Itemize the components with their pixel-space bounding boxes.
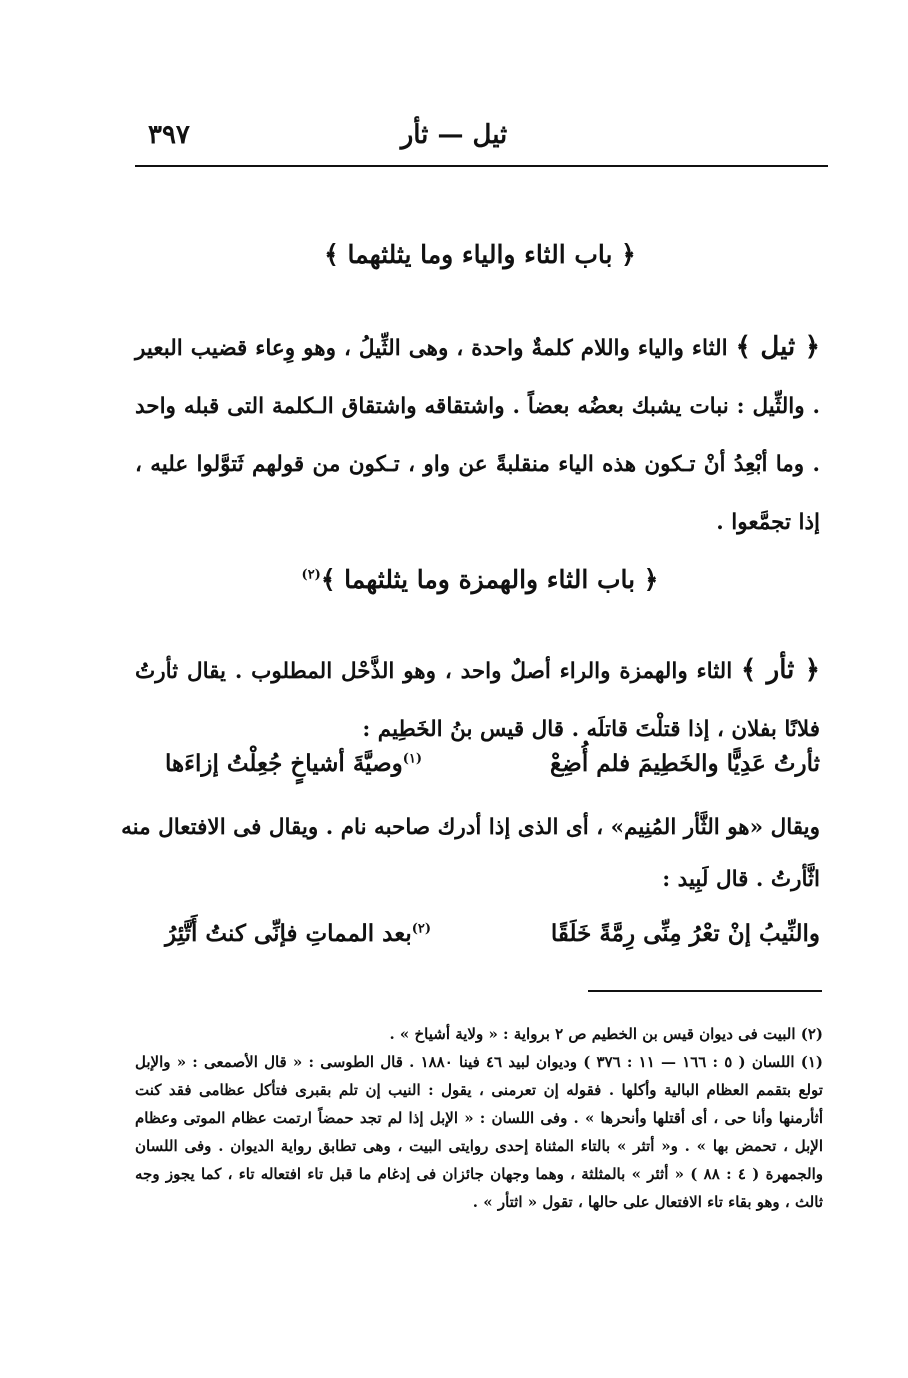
section-title-text: ﴿ باب الثاء والياء وما يثلثهما ﴾ <box>324 240 636 269</box>
running-title: ثيل — ثأر <box>400 120 508 150</box>
lemma-thayl: ﴿ ثيل ﴾ <box>735 332 820 362</box>
entry-thaar <box>135 641 820 759</box>
verse-hemistich-first: والنِّيبُ إنْ تعْرُ مِنِّى رِمَّةً خَلَقًا <box>550 920 820 947</box>
verse-hemistich-second <box>165 750 422 777</box>
footnote: (٢) البيت فى ديوان قيس بن الخطيم ص ٢ برواية : « ولاية أشياخ » . <box>389 1025 823 1043</box>
verse-labid <box>135 920 820 960</box>
footnote: (١) اللسان ( ٥ : ١٦٦ — ١١ : ٣٧٦ ) وديوان لبيد ٤٦ فينا ١٨٨٠ . قال الطوسى : « قال الأصمعى : « والإبل تولع بتقمم العظام البالية وأكلها . فقوله إن تعرمنى ، يقول : النيب إن تلم بقبرى فتأكل عظامى فقد كنت أثأرمنها وأنا حى ، أى أقتلها وأنحرها » . وفى اللسان : « الإبل إذا لم تجد حمضاً ارتمت عظام الموتى وعظام الإبل ، تحمض بها » . و« أتثر » بالتاء المثناة إحدى روايتى البيت ، وهى تطابق رواية الديوان . وفى اللسان والجمهرة ( ٤ : ٨٨ ) « أثئر » بالمثلثة ، وهما وجهان جائزان فى إدغام ما قبل تاء افتعاله تاء ، كما يجوز وجه ثالث ، وهو بقاء تاء الافتعال على حالها ، تقول « اثتأر » . <box>135 1053 823 1211</box>
text-line: ويقال «هو الثَّأر المُنِيم» ، أى الذى إذا أدرك صاحبه نام . ويقال فى الافتعال منه <box>121 815 820 840</box>
verse-hemistich-second-text: بعد المماتِ فإنِّى كنتُ أَتَّئِرُ <box>165 920 412 947</box>
page-number: ٣٩٧ <box>148 120 190 150</box>
lemma-thaar: ﴿ ثأر ﴾ <box>741 655 820 685</box>
footnote-ref: (١) <box>402 751 423 767</box>
section-title-thayl <box>140 240 820 269</box>
verse-hemistich-first: ثأرتُ عَدِيًّا والخَطِيمَ فلم أُضِعْ <box>550 750 820 777</box>
entry-thaar-text: الثاء والهمزة والراء أصلٌ واحد ، وهو الذَّحْل المطلوب . يقال ثأرتُ فلانًا بفلان ، إذا قتلْتَ قاتلَه . قال قيس بنُ الخَطِيم : <box>135 659 820 742</box>
verse-hemistich-second <box>165 920 431 947</box>
entry-thayl <box>135 318 820 552</box>
text-line: اثَّأرتُ . قال لَبِيد : <box>662 867 820 892</box>
footnote-ref: (٢) <box>301 567 321 583</box>
footnote-rule <box>588 990 822 992</box>
footnote-ref: (٢) <box>411 921 432 937</box>
verse-hemistich-second-text: وصيَّةَ أشياخٍ جُعِلْتُ إزاءَها <box>165 750 403 777</box>
section-title-thaar <box>140 565 820 594</box>
entry-thayl-text: الثاء والياء واللام كلمةٌ واحدة ، وهى الثِّيلُ ، وهو وِعاء قضيب البعير . والثِّيل : نبات يشبك بعضُه بعضاً . واشتقاقه واشتقاق الـكلمة التى قبله واحد . وما أبْعِدُ أنْ تـكون هذه الياء منقلبةً عن واو ، تـكون من قولهم ثَتوَّلوا عليه ، إذا تجمَّعوا . <box>135 336 820 535</box>
section-title-text: ﴿ باب الثاء والهمزة وما يثلثهما ﴾ <box>320 565 659 594</box>
footnotes <box>135 1020 823 1216</box>
verse-qays <box>135 750 820 790</box>
header-rule <box>135 165 828 167</box>
